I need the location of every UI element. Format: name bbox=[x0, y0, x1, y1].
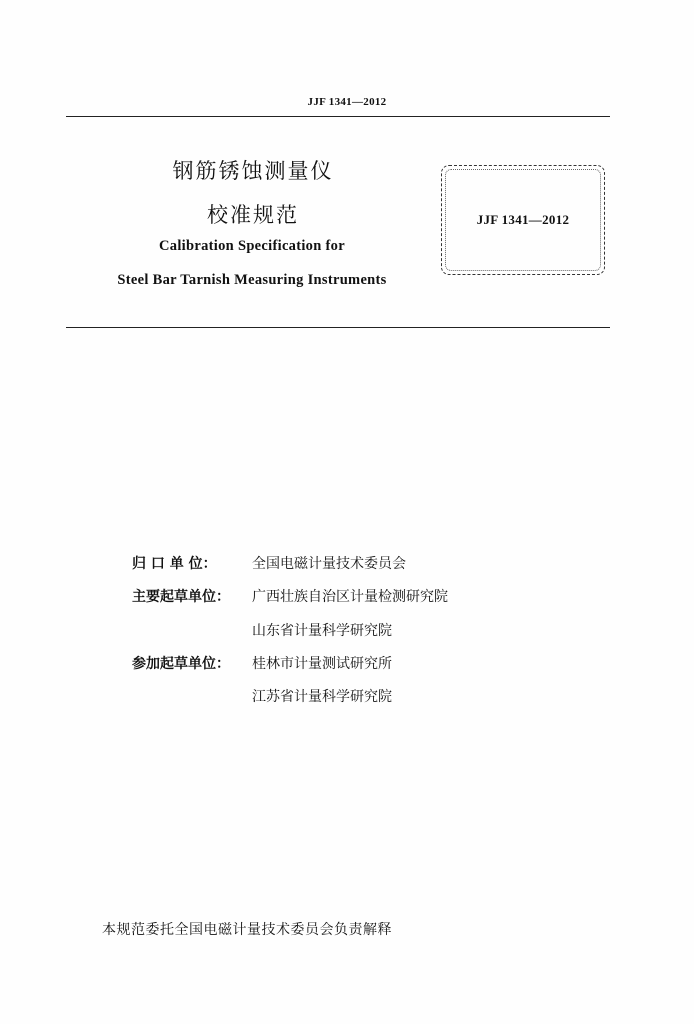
main-drafting-unit-row bbox=[132, 586, 448, 606]
participating-drafting-unit-value-2: 江苏省计量科学研究院 bbox=[252, 689, 392, 705]
main-drafting-unit-value-1: 广西壮族自治区计量检测研究院 bbox=[252, 589, 448, 605]
main-drafting-unit-row-2 bbox=[132, 620, 392, 640]
standard-code-box-text: JJF 1341—2012 bbox=[476, 212, 570, 227]
standard-code-box bbox=[441, 165, 605, 275]
header-standard-code: JJF 1341—2012 bbox=[307, 96, 387, 108]
title-chinese-line1: 钢筋锈蚀测量仪 bbox=[172, 159, 334, 183]
title-english-line1: Calibration Specification for bbox=[159, 238, 345, 254]
main-drafting-unit-value-2: 山东省计量科学研究院 bbox=[252, 623, 392, 639]
title-chinese-line2: 校准规范 bbox=[207, 203, 299, 227]
participating-drafting-unit-value-1: 桂林市计量测试研究所 bbox=[252, 656, 392, 672]
participating-drafting-unit-row bbox=[132, 653, 392, 673]
bottom-divider bbox=[66, 327, 610, 328]
interpretation-note: 本规范委托全国电磁计量技术委员会负责解释 bbox=[102, 922, 392, 938]
top-divider bbox=[66, 116, 610, 117]
main-drafting-unit-label: 主要起草单位： bbox=[132, 589, 230, 605]
participating-drafting-unit-row-2 bbox=[132, 686, 392, 706]
responsible-unit-row bbox=[132, 553, 406, 573]
title-english-line2: Steel Bar Tarnish Measuring Instruments bbox=[117, 272, 387, 288]
participating-drafting-unit-label: 参加起草单位： bbox=[132, 656, 230, 672]
responsible-unit-label: 归 口 单 位： bbox=[132, 556, 217, 572]
responsible-unit-value: 全国电磁计量技术委员会 bbox=[252, 556, 406, 572]
